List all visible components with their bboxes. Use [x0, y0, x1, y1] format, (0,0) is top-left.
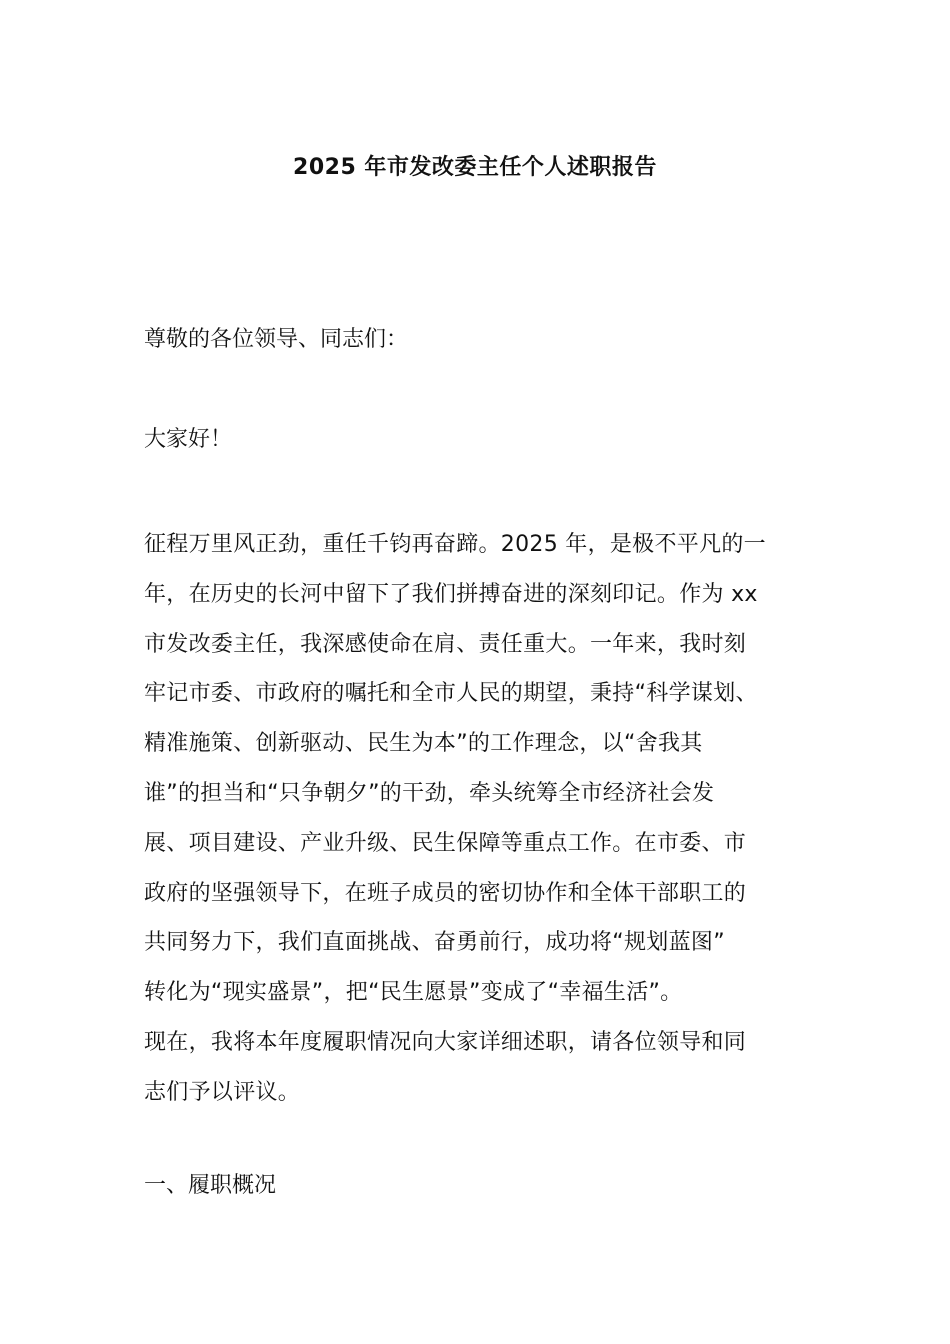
section-heading: 一、履职概况	[144, 1173, 277, 1198]
greeting: 大家好！	[144, 427, 233, 452]
paragraph-line: 展、项目建设、产业升级、民生保障等重点工作。在市委、市	[144, 830, 747, 856]
paragraph-line: 年，在历史的长河中留下了我们拼搏奋进的深刻印记。作为 xx	[144, 581, 758, 607]
paragraph-line: 牢记市委、市政府的嘱托和全市人民的期望，秉持“科学谋划、	[144, 681, 758, 707]
body-paragraph	[144, 520, 824, 1118]
paragraph-line: 现在，我将本年度履职情况向大家详细述职，请各位领导和同	[144, 1029, 747, 1055]
paragraph-line: 谁”的担当和“只争朝夕”的干劲，牵头统筹全市经济社会发	[144, 780, 715, 806]
paragraph-line: 政府的坚强领导下，在班子成员的密切协作和全体干部职工的	[144, 880, 747, 906]
paragraph-line: 精准施策、创新驱动、民生为本”的工作理念，以“舍我其	[144, 731, 703, 757]
paragraph-line: 征程万里风正劲，重任千钧再奋蹄。2025 年，是极不平凡的一	[144, 532, 766, 557]
document-title: 2025 年市发改委主任个人述职报告	[293, 155, 657, 180]
paragraph-line: 志们予以评议。	[144, 1079, 301, 1105]
paragraph-line: 转化为“现实盛景”，把“民生愿景”变成了“幸福生活”。	[144, 980, 683, 1006]
paragraph-line: 市发改委主任，我深感使命在肩、责任重大。一年来，我时刻	[144, 631, 747, 657]
paragraph-line: 共同努力下，我们直面挑战、奋勇前行，成功将“规划蓝图”	[144, 930, 725, 956]
salutation: 尊敬的各位领导、同志们：	[144, 327, 409, 352]
